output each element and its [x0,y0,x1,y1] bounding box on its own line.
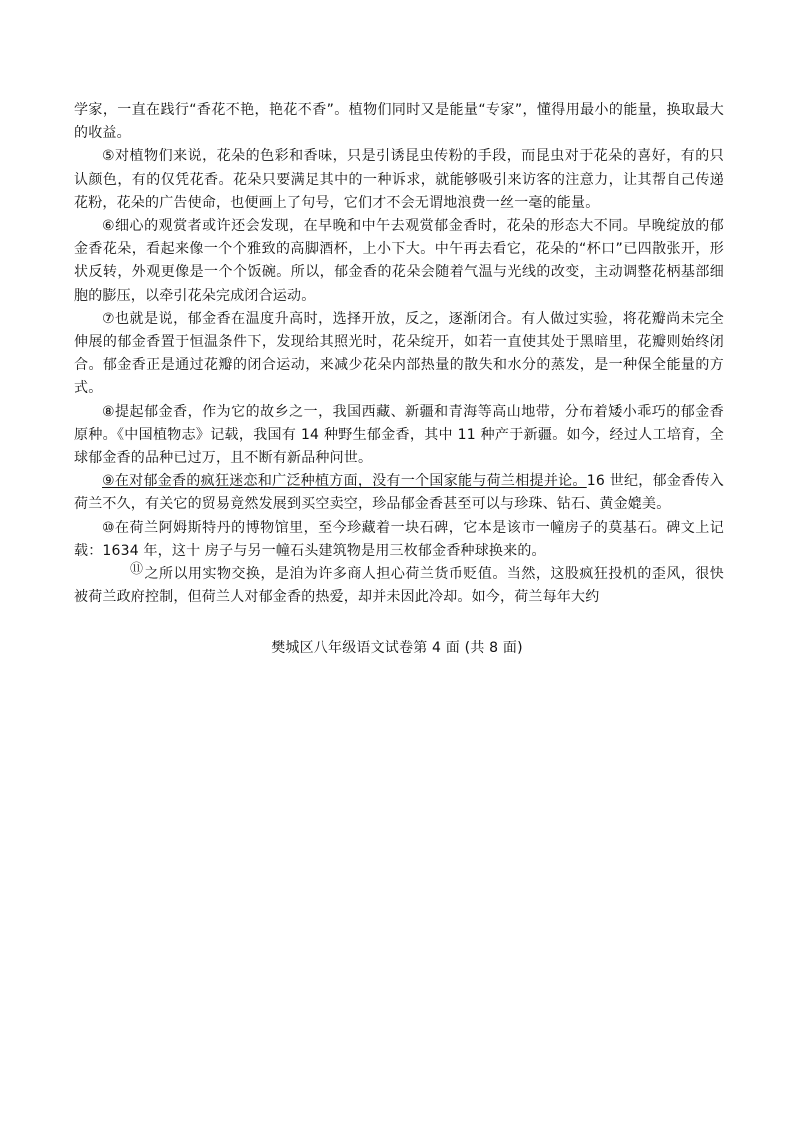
article-body [74,99,724,609]
paragraph-number-11: ⑪ [130,562,144,578]
paragraph-9-rest: 16 世纪，郁金香传入荷兰不久，有关它的贸易竟然发展到买空卖空，珍品郁金香甚至可以与珍珠、钻石、黄金媲美。 [74,473,724,513]
paragraph-10: ⑩在荷兰阿姆斯特丹的博物馆里，至今珍藏着一块石碑，它本是该市一幢房子的莫基石。碑文上记载：1634 年，这十 房子与另一幢石头建筑物是用三枚郁金香种球换来的。 [74,519,724,559]
paragraph-8: ⑧提起郁金香，作为它的故乡之一，我国西藏、新疆和青海等高山地带，分布着矮小乖巧的郁金香原种。《中国植物志》记载，我国有 14 种野生郁金香，其中 11 种产于新疆。如今，经过人工培育，全球郁金香的品种已过万，且不断有新品种问世。 [74,403,724,467]
paragraph-11 [74,563,724,609]
underlined-sentence: ⑨在对郁金香的疯狂迷恋和广泛种植方面，没有一个国家能与荷兰相提并论。 [102,473,587,490]
paragraph-6: ⑥细心的观赏者或许还会发现，在早晚和中午去观赏郁金香时，花朵的形态大不同。早晚绽放的郁金香花朵，看起来像一个个雅致的高脚酒杯，上小下大。中午再去看它，花朵的“杯口”已四散张开，形状反转，外观更像是一个个饭碗。所以，郁金香的花朵会随着气温与光线的改变，主动调整花柄基部细胞的膨压，以牵引花朵完成闭合运动。 [74,218,724,304]
page-footer: 樊城区八年级语文试卷第 4 面 (共 8 面) [271,640,523,656]
paragraph-9 [74,470,724,516]
paragraph-7: ⑦也就是说，郁金香在温度升高时，选择开放，反之，逐渐闭合。有人做过实验，将花瓣尚未完全伸展的郁金香置于恒温条件下，发现给其照光时，花朵绽开，如若一直使其处于黑暗里，花瓣则始终闭合。郁金香正是通过花瓣的闭合运动，来减少花朵内部热量的散失和水分的蒸发，是一种保全能量的方式。 [74,310,724,397]
paragraph-4-continued: 学家，一直在践行“香花不艳，艳花不香”。植物们同时又是能量“专家”，懂得用最小的能量，换取最大的收益。 [74,102,724,142]
paragraph-11-text: 之所以用实物交换，是洎为许多商人担心荷兰货币贬值。当然，这股疯狂投机的歪风，很快被荷兰政府控制，但荷兰人对郁金香的热爱，却并未因此冷却。如今，荷兰每年大约 [74,566,724,606]
paragraph-5: ⑤对植物们来说，花朵的色彩和香味，只是引诱昆虫传粉的手段，而昆虫对于花朵的喜好，有的只认颜色，有的仅凭花香。花朵只要满足其中的一种诉求，就能够吸引来访客的注意力，让其帮自己传递花粉，花朵的广告使命，也便画上了句号，它们才不会无谓地浪费一丝一毫的能量。 [74,148,724,211]
